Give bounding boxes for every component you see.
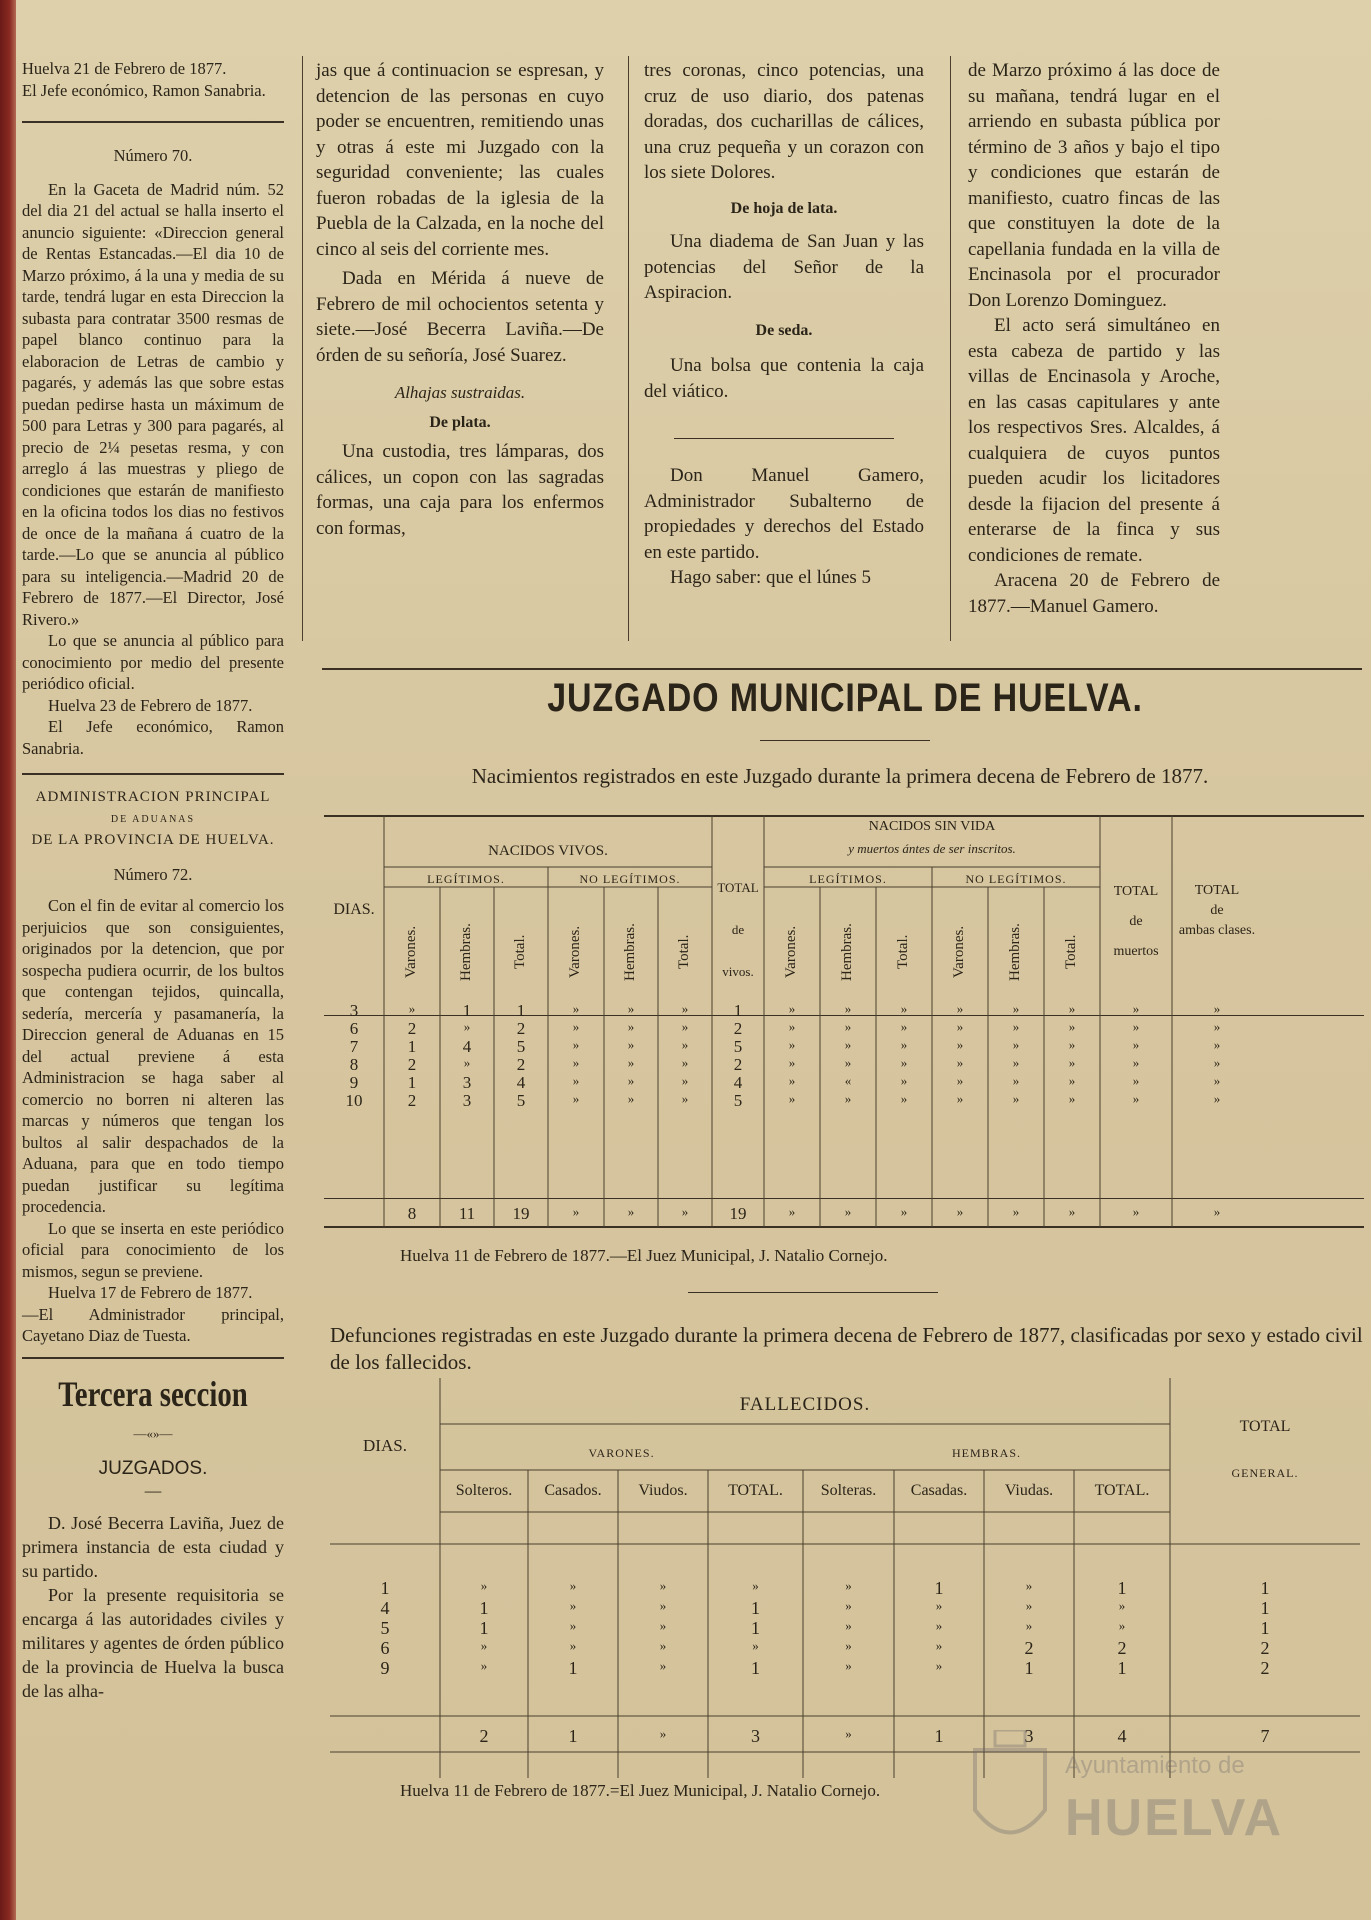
births-subhead: Hembras. — [458, 923, 474, 981]
deaths-row-cell: 1 — [380, 1578, 390, 1598]
deaths-row-cell: » — [659, 1598, 667, 1613]
births-row-cell: » — [572, 1037, 580, 1052]
births-total-cell: » — [956, 1204, 964, 1219]
deaths-subhead: Casadas. — [910, 1482, 968, 1499]
col2-p3: Una custodia, tres lámparas, dos cálices, un copon con las sagradas formas, una caja para los enfermos con formas, — [316, 441, 604, 539]
births-h-totalmuertos — [1100, 877, 1172, 967]
deaths-h-total2: GENERAL. — [1231, 1466, 1299, 1480]
deaths-row-cell: 1 — [751, 1658, 760, 1678]
deaths-row-cell: » — [752, 1578, 759, 1593]
deaths-row-cell: 2 — [1260, 1638, 1270, 1658]
births-row-cell: » — [681, 1001, 689, 1016]
births-row-cell: » — [1068, 1055, 1076, 1070]
births-table — [324, 815, 1364, 1235]
births-h-dias: DIAS. — [333, 901, 375, 918]
births-row-cell: » — [1012, 1019, 1020, 1034]
births-row-cell: 1 — [407, 1037, 417, 1056]
births-row-cell: » — [788, 1055, 796, 1070]
column-2 — [316, 58, 604, 541]
births-row-cell: » — [900, 1037, 908, 1052]
births-row-cell: » — [1068, 1091, 1076, 1106]
births-row-cell: » — [1213, 1001, 1221, 1016]
col3-p4: Don Manuel Gamero, Administrador Subalterno de propiedades y derechos del Estado en este partido. — [644, 465, 924, 563]
births-total-cell: 8 — [407, 1204, 417, 1223]
col2-p2: Dada en Mérida á nueve de Febrero de mil ochocientos setenta y siete.—José Becerra Laviña.—De órden de su señoría, José Suarez. — [316, 268, 604, 366]
divider — [22, 121, 284, 123]
births-h-ambas: ambas clases. — [1178, 923, 1256, 938]
section-title: Tercera seccion — [58, 1373, 248, 1414]
births-total-cell: » — [627, 1204, 635, 1219]
juzgados-text: D. José Becerra Laviña, Juez de primera instancia de esta ciudad y su partido. — [22, 1513, 284, 1581]
deaths-footer: Huelva 11 de Febrero de 1877.=El Juez Municipal, J. Natalio Cornejo. — [400, 1781, 881, 1800]
births-h-total: TOTAL — [717, 880, 759, 895]
deaths-subhead: Solteros. — [455, 1482, 513, 1499]
births-row-cell: » — [1213, 1091, 1221, 1106]
col4-p2: El acto será simultáneo en esta cabeza de partido y las villas de Encinasola y Aroche, en las casas capitulares y ante los respectivos Sres. Alcaldes, á cualquiera de cuyos puntos pueden acudir los licitadores desde la fijacion del presente á enterarse de la finca y sus condiciones de remate. — [968, 315, 1220, 566]
births-subhead: Hembras. — [622, 923, 638, 981]
deaths-total-cell: 3 — [1024, 1726, 1034, 1746]
notice70-text2: Lo que se anuncia al público para conocimiento por medio del presente periódico oficial. — [22, 631, 284, 693]
births-h-de-m: de — [1129, 914, 1143, 929]
births-h-muertos: muertos — [1113, 944, 1159, 959]
births-row-cell: » — [844, 1001, 852, 1016]
column-4 — [968, 58, 1220, 619]
births-h-noleg2: NO LEGÍTIMOS. — [965, 872, 1067, 886]
births-total-cell: » — [1012, 1204, 1020, 1219]
births-row-cell: » — [956, 1091, 964, 1106]
births-row-cell: » — [844, 1055, 852, 1070]
deaths-h-hembras: HEMBRAS. — [951, 1446, 1021, 1460]
births-row-cell: » — [463, 1055, 471, 1070]
notice70-sign: El Jefe económico, Ramon Sanabria. — [22, 717, 284, 758]
births-h-total-m: TOTAL — [1113, 884, 1159, 899]
deaths-row-cell: » — [1118, 1598, 1126, 1613]
deaths-row-cell: » — [845, 1638, 852, 1653]
births-row-cell: 1 — [516, 1001, 526, 1020]
deaths-subhead: Solteras. — [820, 1482, 877, 1499]
column-rule — [302, 56, 303, 641]
births-row-cell: » — [681, 1019, 689, 1034]
births-row-cell: 1 — [733, 1001, 743, 1020]
births-row-cell: » — [627, 1037, 635, 1052]
deaths-total-cell: 7 — [1260, 1726, 1270, 1746]
deaths-h-varones: VARONES. — [588, 1446, 655, 1460]
births-row-cell: 2 — [407, 1091, 417, 1110]
deaths-row-cell: 1 — [751, 1618, 760, 1638]
deaths-row-cell: 1 — [934, 1578, 944, 1598]
births-row-cell: » — [572, 1073, 580, 1088]
births-total-cell: 19 — [729, 1204, 747, 1223]
births-row-cell: » — [844, 1019, 852, 1034]
births-row-cell: 8 — [349, 1055, 359, 1074]
notice72-text: Con el fin de evitar al comercio los perjuicios que son consiguientes, originados por la detencion, que por sospecha pudiera ocurrir, de los bultos que contengan tejidos, quincalla, sedería, mercería y pasamanería, la Direccion general de Aduanas en 15 del actual previene á esta Administracion se haga saber al comercio no borren ni alteren las marcas y números que tengan los bultos al salir despachados de la Aduana, para que en todo tiempo puedan justificar su legítima procedencia. — [22, 896, 284, 1216]
deaths-subhead: Casados. — [544, 1482, 602, 1499]
births-row-cell: 5 — [733, 1037, 743, 1056]
col3-p3: Una bolsa que contenia la caja del viático. — [644, 355, 924, 402]
births-row-cell: 4 — [733, 1073, 743, 1092]
births-row-cell: » — [1068, 1037, 1076, 1052]
births-total-cell: » — [572, 1204, 580, 1219]
divider — [22, 1357, 284, 1359]
births-h-leg: LEGÍTIMOS. — [427, 872, 505, 886]
births-row-cell: 4 — [516, 1073, 526, 1092]
deaths-subhead: TOTAL. — [1094, 1482, 1150, 1499]
deaths-row-cell: 1 — [479, 1618, 489, 1638]
births-row-cell: » — [627, 1073, 635, 1088]
births-row-cell: 6 — [349, 1019, 359, 1038]
deaths-total-cell: 2 — [479, 1726, 489, 1746]
births-row-cell: » — [572, 1019, 580, 1034]
deaths-row-cell: » — [752, 1638, 759, 1653]
births-row-cell: » — [1012, 1073, 1020, 1088]
deaths-h-dias: DIAS. — [363, 1436, 407, 1455]
births-h-sinvida1: NACIDOS SIN VIDA — [868, 819, 996, 834]
births-row-cell: » — [1132, 1001, 1140, 1016]
col3-p2: Una diadema de San Juan y las potencias del Señor de la Aspiracion. — [644, 231, 924, 303]
deaths-total-cell: 4 — [1117, 1726, 1127, 1746]
births-row-cell: » — [1012, 1055, 1020, 1070]
births-row-cell: 7 — [349, 1037, 359, 1056]
births-row-cell: » — [572, 1091, 580, 1106]
deaths-row-cell: » — [480, 1658, 488, 1673]
divider — [688, 1292, 938, 1293]
births-row-cell: » — [681, 1091, 689, 1106]
deaths-row-cell: » — [1025, 1578, 1033, 1593]
births-row-cell: » — [627, 1055, 635, 1070]
deaths-row-cell: » — [845, 1578, 852, 1593]
births-subhead: Varones. — [951, 925, 967, 979]
births-total-cell: » — [681, 1204, 689, 1219]
seda-heading: De seda. — [755, 321, 813, 339]
births-subhead: Hembras. — [839, 923, 855, 981]
section-ornament: —«»— — [133, 1425, 173, 1441]
column-3 — [644, 58, 924, 591]
births-row-cell: » — [900, 1001, 908, 1016]
births-row-cell: » — [1012, 1037, 1020, 1052]
births-row-cell: 2 — [407, 1055, 417, 1074]
births-row-cell: » — [900, 1091, 908, 1106]
notice70-date: Huelva 23 de Febrero de 1877. — [48, 695, 253, 715]
divider — [674, 438, 894, 439]
births-row-cell: 5 — [733, 1091, 743, 1110]
births-row-cell: » — [1132, 1073, 1140, 1088]
intro-sign: El Jefe económico, Ramon Sanabria. — [22, 80, 266, 100]
deaths-row-cell: 1 — [479, 1598, 489, 1618]
births-row-cell: 3 — [462, 1091, 472, 1110]
births-row-cell: » — [572, 1001, 580, 1016]
juzgados-heading: JUZGADOS. — [98, 1458, 208, 1479]
left-column — [22, 58, 284, 1703]
column-rule — [950, 56, 951, 641]
births-caption: Nacimientos registrados en este Juzgado durante la primera decena de Febrero de 1877. — [471, 764, 1209, 788]
births-row-cell: » — [627, 1019, 635, 1034]
births-h-de-a: de — [1210, 903, 1224, 918]
births-subhead: Total. — [512, 934, 528, 970]
deaths-subhead: Viudas. — [1004, 1482, 1054, 1499]
births-row-cell: » — [956, 1001, 964, 1016]
column-rule — [628, 56, 629, 641]
deaths-total-cell: » — [659, 1726, 667, 1741]
births-row-cell: » — [1213, 1055, 1221, 1070]
births-h-vivos2: vivos. — [722, 964, 754, 979]
deaths-row-cell: » — [1025, 1598, 1033, 1613]
deaths-row-cell: » — [569, 1578, 577, 1593]
births-row-cell: » — [1068, 1001, 1076, 1016]
births-subhead: Total. — [895, 934, 911, 970]
deaths-row-cell: 1 — [1260, 1578, 1270, 1598]
births-row-cell: 9 — [349, 1073, 359, 1092]
notice70-heading: Número 70. — [113, 146, 193, 165]
births-row-cell: » — [627, 1001, 635, 1016]
births-row-cell: » — [844, 1037, 852, 1052]
births-row-cell: 10 — [345, 1091, 363, 1110]
deaths-row-cell: 9 — [380, 1658, 390, 1678]
births-row-cell: » — [900, 1055, 908, 1070]
births-row-cell: » — [1213, 1037, 1221, 1052]
juzgado-title: JUZGADO MUNICIPAL DE HUELVA. — [547, 676, 1143, 720]
births-total-cell: » — [900, 1204, 908, 1219]
births-row-cell: » — [572, 1055, 580, 1070]
births-row-cell: » — [956, 1055, 964, 1070]
deaths-h-fallecidos: FALLECIDOS. — [739, 1394, 871, 1415]
births-row-cell: » — [956, 1037, 964, 1052]
watermark-line2: HUELVA — [1065, 1789, 1284, 1847]
juzgados-dash: — — [144, 1480, 162, 1500]
deaths-row-cell: » — [659, 1658, 667, 1673]
deaths-total-cell: 3 — [751, 1726, 760, 1746]
births-total-cell: » — [844, 1204, 852, 1219]
deaths-row-cell: » — [569, 1618, 577, 1633]
births-total-cell: » — [1132, 1204, 1140, 1219]
deaths-table — [330, 1378, 1360, 1778]
deaths-row-cell: 1 — [1024, 1658, 1034, 1678]
births-row-cell: » — [1132, 1091, 1140, 1106]
deaths-row-cell: 2 — [1260, 1658, 1270, 1678]
deaths-row-cell: » — [569, 1638, 577, 1653]
births-row-cell: » — [681, 1055, 689, 1070]
births-row-cell: » — [900, 1019, 908, 1034]
deaths-caption: Defunciones registradas en este Juzgado durante la primera decena de Febrero de 1877, clasificadas por sexo y estado civil de los fallecidos. — [330, 1323, 1363, 1374]
births-row-cell: » — [463, 1019, 471, 1034]
deaths-row-cell: » — [935, 1598, 943, 1613]
births-row-cell: » — [1068, 1073, 1076, 1088]
births-row-cell: » — [788, 1001, 796, 1016]
deaths-row-cell: » — [935, 1618, 943, 1633]
births-subhead: Varones. — [567, 925, 583, 979]
births-subhead: Varones. — [783, 925, 799, 979]
births-subhead: Total. — [676, 934, 692, 970]
deaths-row-cell: » — [480, 1578, 488, 1593]
deaths-row-cell: 1 — [1117, 1578, 1127, 1598]
deaths-row-cell: 1 — [1117, 1658, 1127, 1678]
births-row-cell: » — [408, 1001, 416, 1016]
births-row-cell: 2 — [733, 1019, 743, 1038]
births-total-cell: 11 — [458, 1204, 476, 1223]
deaths-row-cell: » — [845, 1598, 852, 1613]
deaths-total-cell: 1 — [568, 1726, 578, 1746]
watermark — [965, 1730, 1295, 1870]
deaths-row-cell: 1 — [1260, 1598, 1270, 1618]
births-row-cell: » — [1132, 1019, 1140, 1034]
births-h-totalvivos — [712, 867, 764, 993]
births-row-cell: 2 — [516, 1019, 526, 1038]
deaths-row-cell: » — [569, 1598, 577, 1613]
deaths-row-cell: 5 — [380, 1618, 390, 1638]
notice72-heading: Número 72. — [113, 864, 193, 884]
births-h-sinvida2: y muertos ántes de ser inscritos. — [848, 841, 1016, 856]
intro-date: Huelva 21 de Febrero de 1877. — [22, 59, 227, 78]
section-rule — [322, 668, 1362, 670]
col4-p3: Aracena 20 de Febrero de 1877.—Manuel Gamero. — [968, 570, 1220, 617]
deaths-row-cell: » — [480, 1638, 488, 1653]
births-total-cell: 19 — [512, 1204, 530, 1223]
deaths-row-cell: » — [1118, 1618, 1126, 1633]
deaths-row-cell: 2 — [1117, 1638, 1127, 1658]
births-row-cell: » — [1213, 1073, 1221, 1088]
births-row-cell: » — [956, 1019, 964, 1034]
births-row-cell: 5 — [516, 1037, 526, 1056]
births-row-cell: » — [1068, 1019, 1076, 1034]
births-h-total-a: TOTAL — [1194, 883, 1240, 898]
births-row-cell: » — [788, 1091, 796, 1106]
births-row-cell: » — [681, 1073, 689, 1088]
admin-heading-2: DE ADUANAS — [110, 813, 196, 825]
births-h-leg2: LEGÍTIMOS. — [809, 872, 887, 886]
notice72-text2: Lo que se inserta en este periódico oficial para conocimiento de los mismos, segun se previene. — [22, 1218, 284, 1281]
deaths-total-cell: 1 — [934, 1726, 944, 1746]
births-row-cell: » — [1012, 1091, 1020, 1106]
births-total-cell: » — [1213, 1204, 1221, 1219]
births-row-cell: » — [681, 1037, 689, 1052]
alhajas-heading: Alhajas sustraidas. — [394, 383, 526, 402]
births-subhead: Hembras. — [1007, 923, 1023, 981]
deaths-row-cell: » — [845, 1658, 852, 1673]
juzgados-text2: Por la presente requisitoria se encarga á las autoridades civiles y militares y agentes de órden público de la provincia de Huelva la busca de las alha- — [22, 1585, 284, 1701]
deaths-row-cell: 2 — [1024, 1638, 1034, 1658]
births-row-cell: 2 — [407, 1019, 417, 1038]
col2-p1: jas que á continuacion se espresan, y detencion de las personas en cuyo poder se encuentren, remitiendo unas y otras á este mi Juzgado con la seguridad conveniente; las cuales fueron robadas de la iglesia de la Puebla de la Calzada, en la noche del cinco al seis del corriente mes. — [316, 60, 604, 260]
births-row-cell: » — [627, 1091, 635, 1106]
deaths-h-total1: TOTAL — [1239, 1418, 1291, 1435]
births-h-de: de — [731, 922, 745, 937]
notice72-date: Huelva 17 de Febrero de 1877. — [48, 1283, 253, 1302]
births-h-vivos: NACIDOS VIVOS. — [488, 843, 608, 859]
admin-heading-1: ADMINISTRACION PRINCIPAL — [35, 789, 271, 805]
deaths-row-cell: » — [935, 1658, 943, 1673]
births-row-cell: 5 — [516, 1091, 526, 1110]
coat-of-arms-icon — [965, 1730, 1055, 1860]
deaths-row-cell: 1 — [751, 1598, 760, 1618]
admin-heading-3: DE LA PROVINCIA DE HUELVA. — [31, 832, 275, 848]
births-row-cell: 2 — [733, 1055, 743, 1074]
deaths-row-cell: 6 — [380, 1638, 390, 1658]
notice72-sign: —El Administrador principal, Cayetano Diaz de Tuesta. — [22, 1304, 284, 1345]
deaths-row-cell: » — [659, 1578, 667, 1593]
divider — [22, 773, 284, 775]
births-subhead: Total. — [1063, 934, 1079, 970]
col3-p1: tres coronas, cinco potencias, una cruz de uso diario, dos patenas doradas, dos cucharillas de cálices, una cruz pequeña y un corazon con los siete Dolores. — [644, 60, 924, 183]
deaths-row-cell: » — [659, 1638, 667, 1653]
births-row-cell: 3 — [462, 1073, 472, 1092]
births-h-totalambas — [1172, 881, 1262, 941]
notice70-text: En la Gaceta de Madrid núm. 52 del dia 21 del actual se halla inserto el anuncio siguiente: «Direccion general de Rentas Estancadas.—El dia 10 de Marzo próximo, á la una y media de su tarde, tendrá lugar en esta Direccion la subasta para contratar 3500 resmas de papel blanco continuo para la elaboracion de Letras de cambio y pagarés, y además las que sobre estas puedan pedirse hasta un máximum de 500 para Letras y 300 para pagarés, al precio de 2¼ pesetas resma, y con arreglo á las muestras y pliego de condiciones que estarán de manifiesto en la oficina todos los dias no festivos de once de la mañana á cuatro de la tarde.—Lo que se anuncia al público para su inteligencia.—Madrid 20 de Febrero de 1877.—El Director, José Rivero.» — [22, 179, 284, 629]
births-row-cell: 1 — [462, 1001, 472, 1020]
births-row-cell: « — [844, 1073, 852, 1088]
births-row-cell: » — [788, 1073, 796, 1088]
deaths-total-cell: » — [845, 1726, 852, 1741]
plata-heading: De plata. — [429, 413, 491, 431]
col3-p5: Hago saber: que el lúnes 5 — [670, 567, 872, 588]
deaths-row-cell: 1 — [568, 1658, 578, 1678]
watermark-line1: Ayuntamiento de — [1065, 1752, 1245, 1779]
births-row-cell: » — [788, 1037, 796, 1052]
births-row-cell: 4 — [462, 1037, 472, 1056]
births-row-cell: 3 — [349, 1001, 359, 1020]
deaths-row-cell: » — [1025, 1618, 1033, 1633]
births-row-cell: » — [900, 1073, 908, 1088]
births-row-cell: » — [1213, 1019, 1221, 1034]
births-row-cell: » — [788, 1019, 796, 1034]
deaths-subhead: TOTAL. — [728, 1482, 783, 1499]
births-row-cell: » — [1132, 1037, 1140, 1052]
births-subhead: Varones. — [403, 925, 419, 979]
deaths-row-cell: » — [935, 1638, 943, 1653]
deaths-row-cell: 1 — [1260, 1618, 1270, 1638]
births-row-cell: » — [1132, 1055, 1140, 1070]
deaths-row-cell: » — [845, 1618, 852, 1633]
deaths-row-cell: 4 — [380, 1598, 390, 1618]
births-footer: Huelva 11 de Febrero de 1877.—El Juez Municipal, J. Natalio Cornejo. — [400, 1246, 888, 1265]
deaths-row-cell: » — [659, 1618, 667, 1633]
births-row-cell: 2 — [516, 1055, 526, 1074]
lata-heading: De hoja de lata. — [730, 199, 838, 217]
births-row-cell: » — [1012, 1001, 1020, 1016]
births-row-cell: » — [844, 1091, 852, 1106]
births-row-cell: 1 — [407, 1073, 417, 1092]
deaths-subhead: Viudos. — [638, 1482, 688, 1499]
births-total-cell: » — [1068, 1204, 1076, 1219]
births-total-cell: » — [788, 1204, 796, 1219]
births-row-cell: » — [956, 1073, 964, 1088]
title-ornament — [760, 740, 930, 741]
col4-p1: de Marzo próximo á las doce de su mañana, tendrá lugar en el arriendo en subasta pública por término de 3 años y bajo el tipo y condiciones que estarán de manifiesto, cuatro fincas de las que constituyen la dote de la capellania fundada en la villa de Encinasola por el procurador Don Lorenzo Dominguez. — [968, 60, 1220, 311]
binding-edge — [0, 0, 16, 1920]
births-h-noleg: NO LEGÍTIMOS. — [579, 872, 681, 886]
